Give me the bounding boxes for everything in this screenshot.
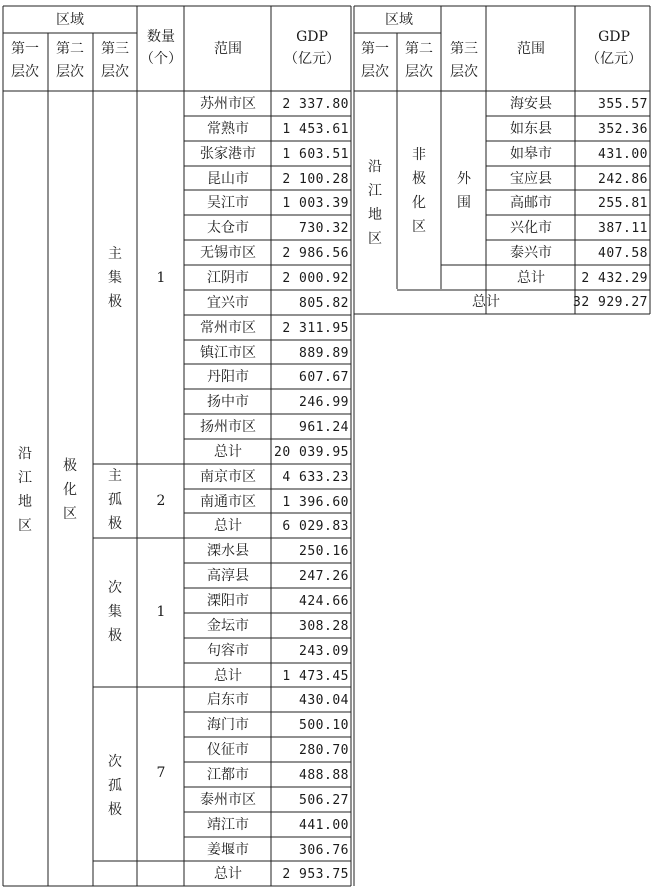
left-tier1-char: 区 (18, 518, 32, 534)
right-header-tier3-line2: 层次 (450, 64, 478, 80)
gdp-cell: 1 603.51 (282, 146, 349, 162)
scope-cell: 金坛市 (207, 617, 249, 634)
scope-cell: 启东市 (207, 692, 249, 709)
gdp-cell: 242.86 (598, 171, 648, 187)
left-group-1-count: 1 (156, 270, 166, 286)
scope-cell: 苏州市区 (200, 96, 256, 112)
right-tier1-char: 沿 (368, 159, 382, 175)
right-tier3-label (455, 167, 473, 215)
gdp-cell: 247.26 (299, 569, 349, 585)
left-group-1-tier3-label (106, 242, 124, 314)
tier3-char: 极 (108, 294, 122, 310)
right-header-tier1-line1: 第一 (361, 41, 389, 57)
left-header-count-line2: （个） (140, 51, 182, 67)
right-grand-total-value: 32 929.27 (573, 295, 648, 310)
scope-cell: 如东县 (510, 120, 552, 137)
scope-cell: 吴江市 (207, 195, 249, 212)
gdp-cell: 1 453.61 (282, 121, 349, 137)
group-total-label: 总计 (214, 667, 242, 684)
left-group-4-count: 7 (156, 765, 166, 781)
group-total-label: 总计 (214, 866, 242, 883)
gdp-cell: 488.88 (299, 767, 349, 783)
gdp-cell: 308.28 (299, 618, 349, 634)
tier3-char: 极 (108, 516, 122, 532)
right-tier2-char: 非 (412, 147, 426, 163)
gdp-cell: 500.10 (299, 718, 349, 734)
tier3-char: 次 (108, 754, 122, 770)
gdp-cell: 355.57 (598, 97, 648, 112)
left-group-2-count: 2 (156, 493, 166, 509)
left-tier1-char: 江 (18, 470, 32, 486)
tier3-char: 次 (108, 580, 122, 596)
right-tier1-char: 江 (368, 183, 382, 199)
tier3-char: 极 (108, 628, 122, 644)
gdp-cell: 424.66 (299, 594, 349, 609)
group-total-label: 总计 (214, 443, 242, 460)
scope-cell: 南通市区 (200, 493, 256, 510)
right-tier2-label (410, 143, 428, 239)
right-header-scope: 范围 (517, 41, 545, 57)
gdp-cell: 255.81 (598, 196, 648, 212)
gdp-cell: 387.11 (598, 221, 648, 237)
gdp-cell: 4 633.23 (282, 469, 349, 485)
scope-cell: 海安县 (510, 96, 552, 112)
tier3-char: 集 (108, 270, 122, 286)
scope-cell: 泰州市区 (200, 791, 256, 808)
right-tier1-char: 区 (368, 231, 382, 247)
scope-cell: 太仓市 (207, 220, 249, 237)
left-tier2-char: 极 (63, 458, 77, 474)
scope-cell: 高淳县 (207, 568, 249, 585)
right-header-gdp-line2: （亿元） (586, 51, 642, 67)
right-tier3-char: 围 (457, 195, 471, 211)
gdp-cell: 430.04 (299, 693, 349, 709)
group-total-label: 总计 (214, 518, 242, 535)
gdp-cell: 2 337.80 (282, 97, 349, 112)
left-header-tier1-line2: 层次 (11, 64, 39, 80)
left-header-region: 区域 (56, 12, 84, 28)
left-header-scope: 范围 (214, 41, 242, 57)
gdp-cell: 730.32 (299, 221, 349, 237)
scope-cell: 靖江市 (207, 816, 249, 833)
gdp-cell: 2 100.28 (282, 171, 349, 187)
right-total-value: 2 432.29 (581, 270, 648, 286)
scope-cell: 常熟市 (207, 120, 249, 137)
scope-cell: 泰兴市 (510, 245, 552, 262)
scope-cell: 扬州市区 (200, 419, 256, 436)
left-tier1-char: 地 (18, 494, 32, 510)
right-header-tier2-line2: 层次 (405, 64, 433, 80)
gdp-cell: 607.67 (299, 370, 349, 386)
scope-cell: 南京市区 (200, 468, 256, 485)
gdp-cell: 2 986.56 (282, 246, 349, 262)
scope-cell: 江阴市 (207, 269, 249, 286)
tier3-char: 主 (108, 246, 122, 262)
scope-cell: 无锡市区 (200, 245, 256, 262)
left-header-tier2-line2: 层次 (56, 64, 84, 80)
scope-cell: 姜堰市 (207, 841, 249, 858)
right-total-label: 总计 (517, 269, 545, 286)
left-tier2-char: 区 (63, 506, 77, 522)
right-header-tier2-line1: 第二 (405, 41, 433, 57)
scope-cell: 句容市 (207, 642, 249, 659)
scope-cell: 仪征市 (207, 742, 249, 759)
gdp-cell: 441.00 (299, 817, 349, 833)
right-tier1-char: 地 (368, 207, 382, 223)
tier3-char: 孤 (108, 778, 122, 794)
gdp-cell: 961.24 (299, 420, 349, 436)
scope-cell: 兴化市 (510, 220, 552, 237)
gdp-cell: 407.58 (598, 246, 648, 262)
gdp-cell: 280.70 (299, 743, 349, 759)
gdp-cell: 306.76 (299, 842, 349, 858)
scope-cell: 昆山市 (207, 170, 249, 187)
right-header-tier1-line2: 层次 (361, 64, 389, 80)
scope-cell: 溧水县 (207, 543, 249, 560)
scope-cell: 丹阳市 (207, 369, 249, 386)
gdp-cell: 246.99 (299, 395, 349, 411)
right-tier2-char: 极 (412, 171, 426, 187)
gdp-cell: 805.82 (299, 295, 349, 311)
left-header-count-line1: 数量 (147, 29, 175, 45)
left-tier2-label (61, 454, 79, 526)
group-total-value: 1 473.45 (282, 668, 349, 684)
right-grand-total-label: 总计 (472, 294, 500, 310)
right-header-gdp-line1: GDP (598, 29, 630, 45)
gdp-cell: 352.36 (598, 121, 648, 137)
gdp-cell: 250.16 (299, 544, 349, 560)
left-group-4-tier3-label (106, 750, 124, 822)
left-tier1-label (16, 442, 34, 538)
gdp-cell: 2 000.92 (282, 270, 349, 286)
right-header-tier3-line1: 第三 (450, 41, 478, 57)
right-tier3-char: 外 (457, 171, 471, 187)
group-total-value: 20 039.95 (274, 444, 349, 460)
group-total-value: 2 953.75 (282, 867, 349, 883)
gdp-cell: 889.89 (299, 345, 349, 361)
gdp-cell: 243.09 (299, 643, 349, 659)
gdp-cell: 1 003.39 (282, 196, 349, 212)
tier3-char: 集 (108, 604, 122, 620)
scope-cell: 常州市区 (200, 319, 256, 336)
scope-cell: 海门市 (207, 717, 249, 734)
scope-cell: 宝应县 (510, 170, 552, 187)
gdp-cell: 2 311.95 (282, 320, 349, 336)
group-total-value: 6 029.83 (282, 519, 349, 535)
right-tier2-char: 化 (412, 195, 426, 211)
left-tier1-char: 沿 (18, 446, 32, 462)
left-group-3-tier3-label (106, 576, 124, 648)
right-header-region: 区域 (385, 12, 413, 28)
scope-cell: 镇江市区 (200, 344, 256, 361)
tier3-char: 极 (108, 802, 122, 818)
right-tier2-char: 区 (412, 219, 426, 235)
left-header-gdp-line1: GDP (296, 29, 328, 45)
scope-cell: 宜兴市 (207, 294, 249, 311)
right-tier1-label (366, 155, 384, 251)
left-header-tier2-line1: 第二 (56, 41, 84, 57)
scope-cell: 张家港市 (200, 145, 256, 162)
tier3-char: 主 (108, 468, 122, 484)
tier3-char: 孤 (108, 492, 122, 508)
left-group-3-count: 1 (156, 604, 166, 620)
gdp-cell: 506.27 (299, 792, 349, 808)
left-header-tier3-line1: 第三 (101, 41, 129, 57)
scope-cell: 扬中市 (207, 394, 249, 411)
gdp-cell: 1 396.60 (282, 494, 349, 510)
left-header-tier3-line2: 层次 (101, 64, 129, 80)
scope-cell: 高邮市 (510, 195, 552, 212)
left-group-2-tier3-label (106, 464, 124, 536)
scope-cell: 溧阳市 (207, 593, 249, 609)
left-tier2-char: 化 (63, 482, 77, 498)
left-header-gdp-line2: （亿元） (284, 51, 340, 67)
left-header-tier1-line1: 第一 (11, 41, 39, 57)
gdp-cell: 431.00 (598, 146, 648, 162)
scope-cell: 江都市 (207, 766, 249, 783)
scope-cell: 如皋市 (510, 145, 552, 162)
